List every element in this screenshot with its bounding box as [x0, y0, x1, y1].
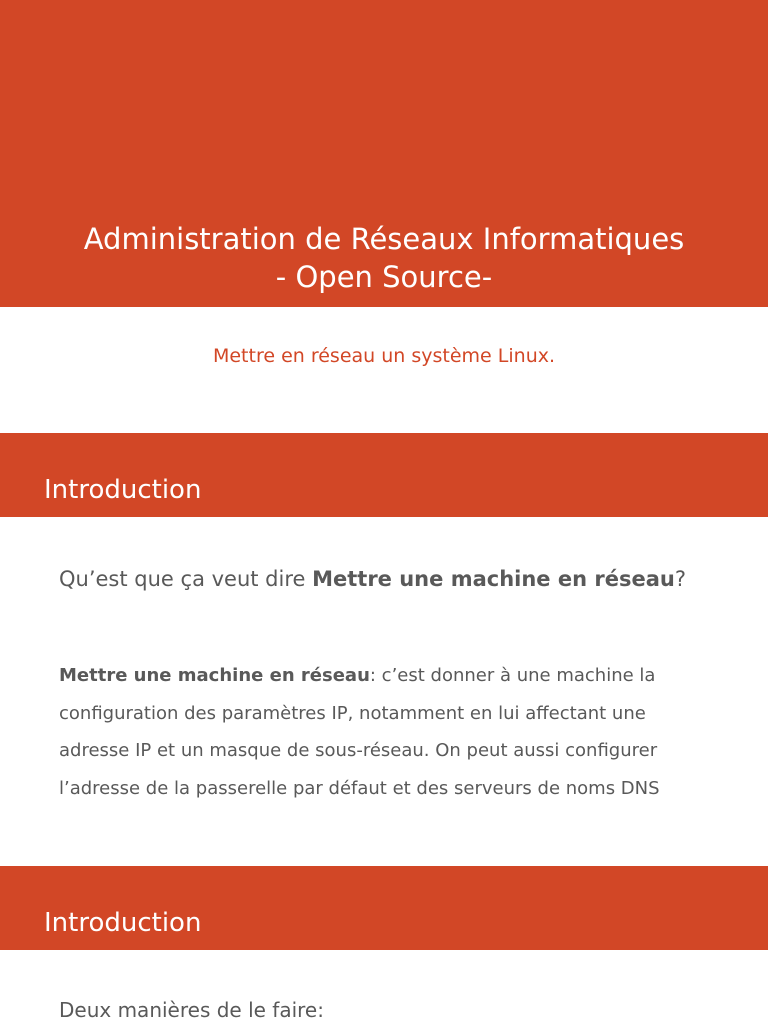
intro-question [59, 558, 699, 601]
intro-definition [59, 657, 709, 807]
two-ways-text: Deux manières de le faire: [59, 998, 324, 1022]
section-heading-introduction-1: Introduction [44, 475, 202, 505]
question-suffix: ? [674, 567, 686, 591]
question-prefix: Qu’est que ça veut dire [59, 567, 313, 591]
presentation-subtitle: Mettre en réseau un système Linux. [212, 345, 556, 367]
title-line-1: Administration de Réseaux Informatiques [83, 222, 685, 256]
definition-text: : c’est donner à une machine la configuration des paramètres IP, notamment en lui affectant une adresse IP et un masque de sous-réseau. On peut aussi configurer l’adresse de la passerelle par défaut et des serveurs de noms DNS [59, 665, 660, 799]
question-bold: Mettre une machine en réseau [312, 567, 675, 591]
section-heading-introduction-2: Introduction [44, 908, 202, 938]
presentation-title [0, 220, 768, 296]
title-line-2: - Open Source- [275, 260, 493, 294]
definition-term: Mettre une machine en réseau [59, 665, 370, 686]
